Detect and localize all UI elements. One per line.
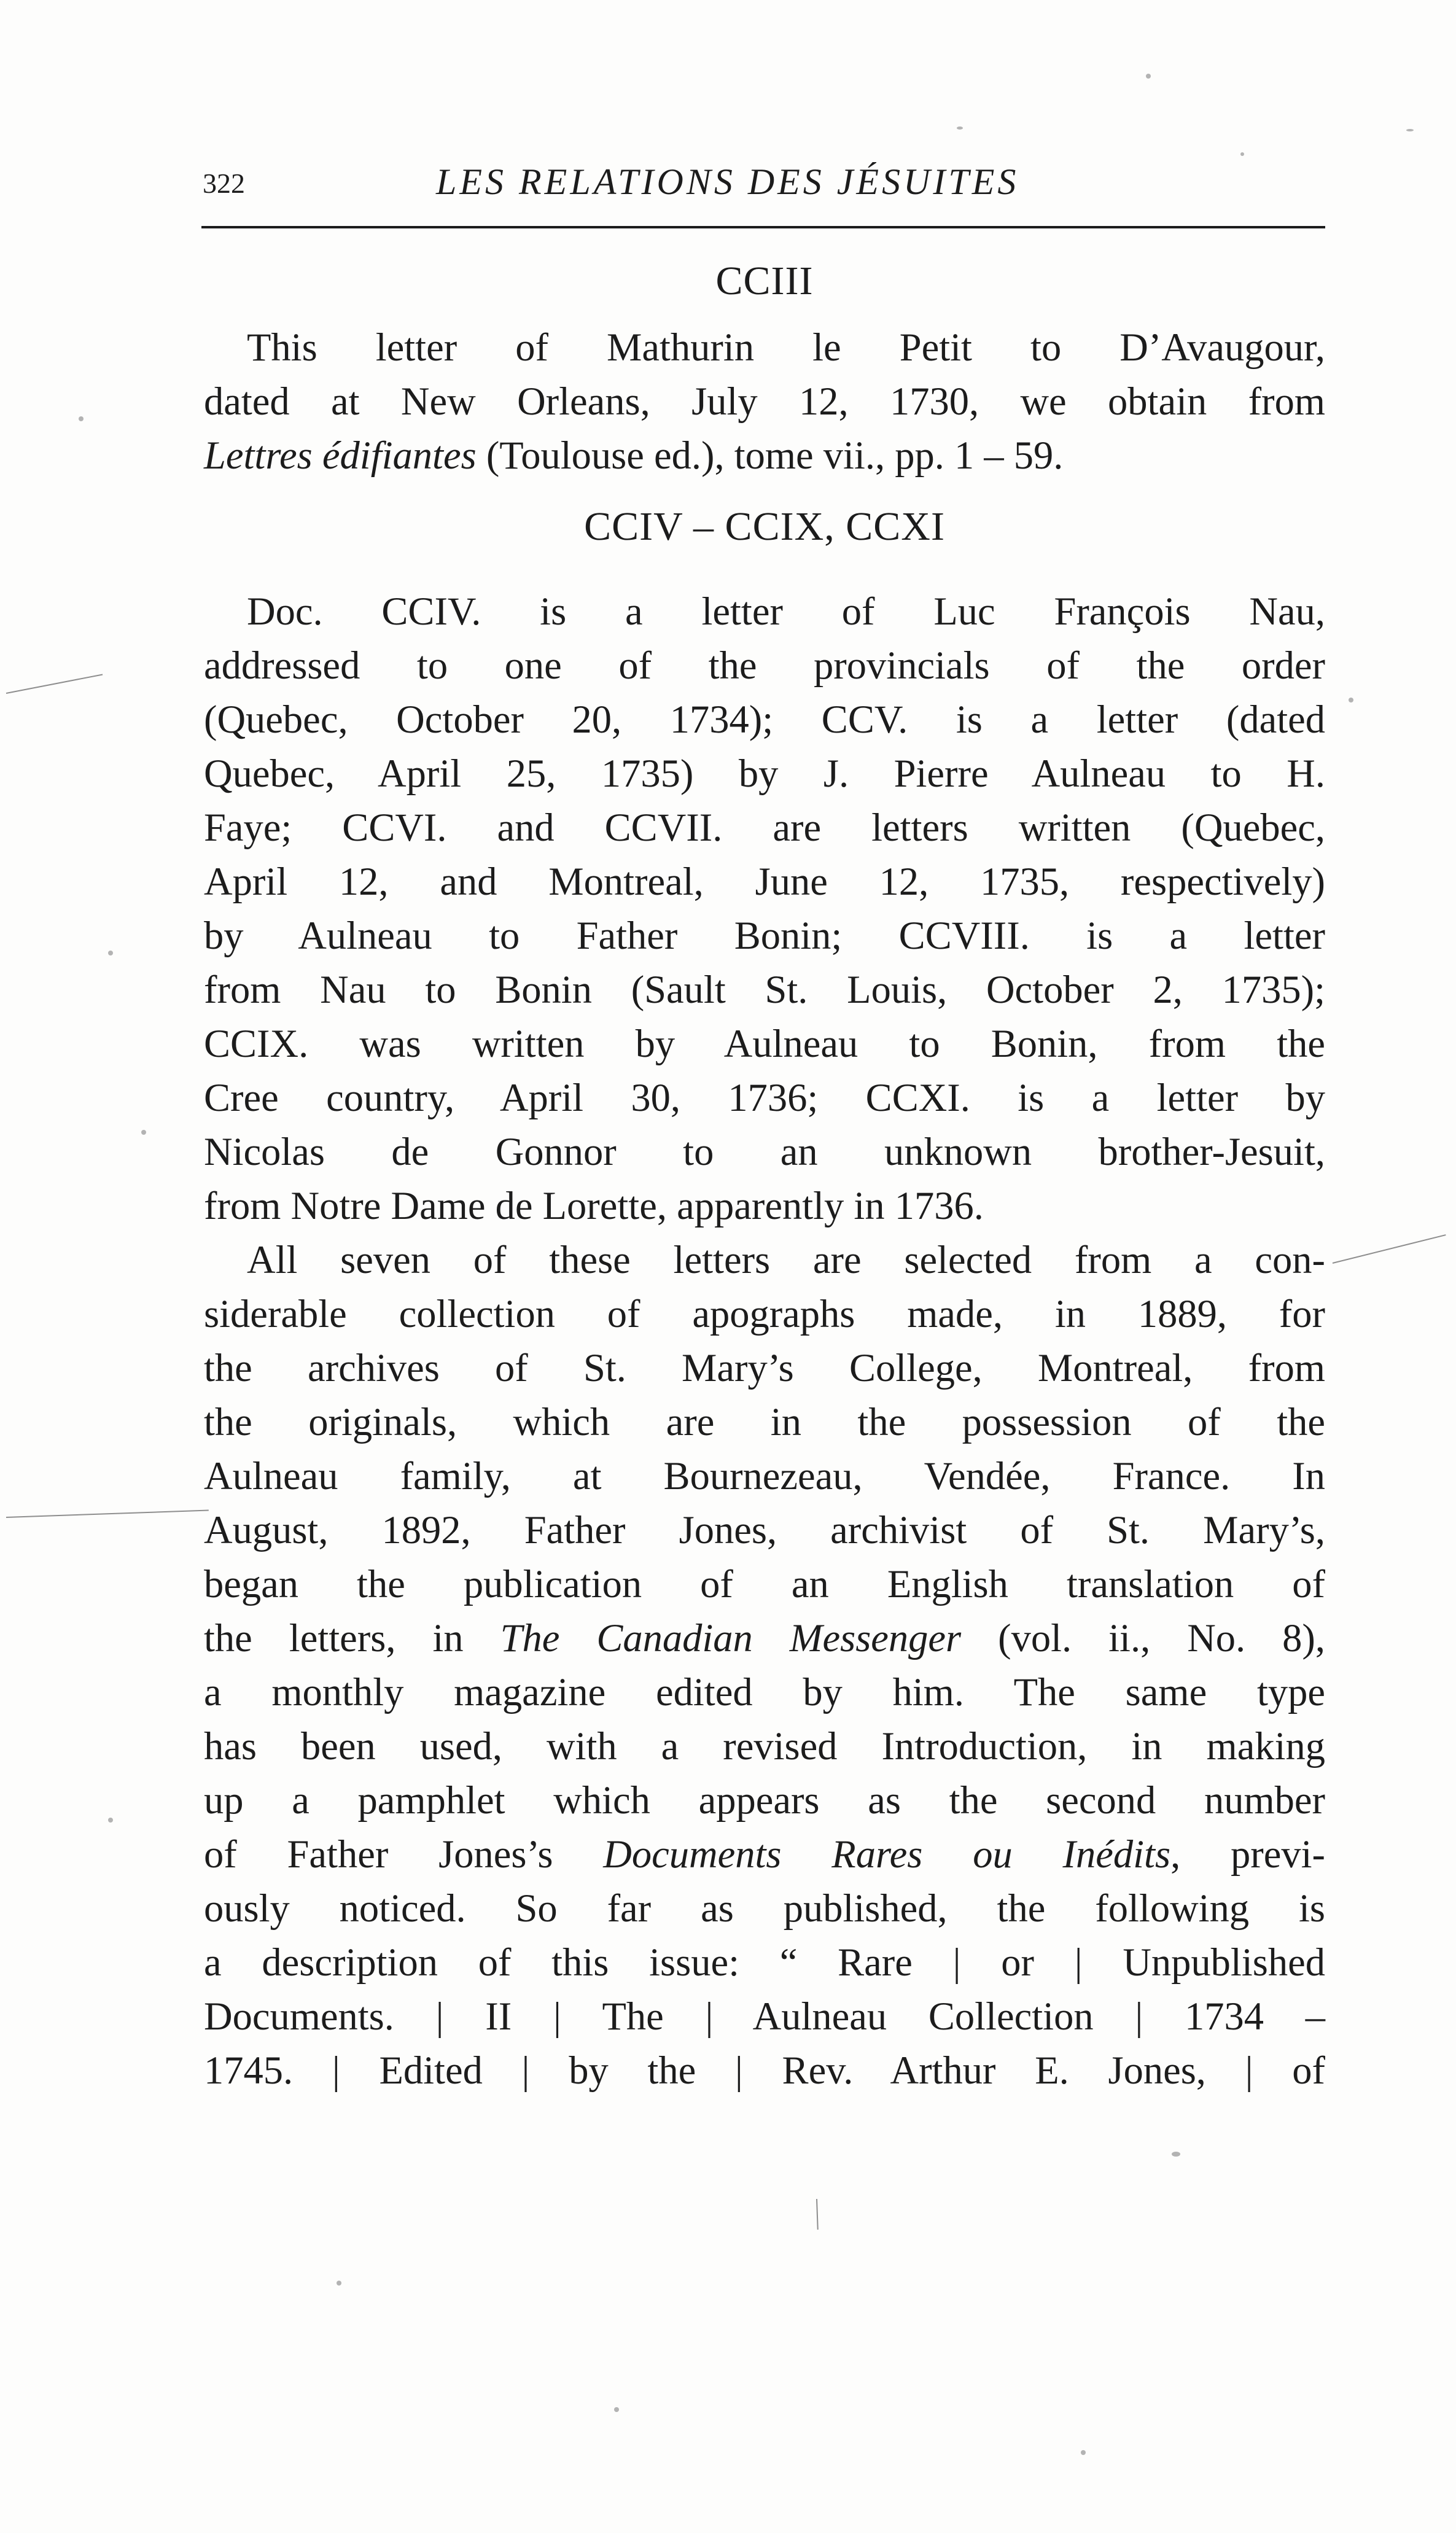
section-heading-cciii: CCIII <box>715 259 814 303</box>
text-line: Lettres édifiantes (Toulouse ed.), tome vii., pp. 1 – 59. <box>204 434 1064 477</box>
text-line: from Notre Dame de Lorette, apparently in 1736. <box>204 1184 984 1228</box>
scan-mark <box>1333 1234 1446 1264</box>
text-line: All seven of these letters are selected from a con- <box>247 1238 1325 1282</box>
text-line: has been used, with a revised Introduction, in making <box>204 1724 1325 1768</box>
dust-speck <box>141 1130 146 1135</box>
dust-speck <box>1406 129 1414 131</box>
text-line: Aulneau family, at Bournezeau, Vendée, France. In <box>204 1454 1325 1498</box>
scan-mark <box>6 1509 209 1518</box>
text-line: April 12, and Montreal, June 12, 1735, respectively) <box>204 860 1325 903</box>
text-line: a description of this issue: “ Rare | or | Unpublished <box>204 1940 1325 1984</box>
text-line: Doc. CCIV. is a letter of Luc François Nau, <box>247 589 1325 633</box>
dust-speck <box>614 2407 619 2412</box>
italic-title: The Canadian Messenger <box>500 1616 962 1660</box>
text-line: from Nau to Bonin (Sault St. Louis, October 2, 1735); <box>204 968 1325 1011</box>
header-rule <box>201 226 1325 228</box>
text-line: the letters, in The Canadian Messenger (vol. ii., No. 8), <box>204 1616 1325 1660</box>
dust-speck <box>957 126 963 130</box>
text-line: Nicolas de Gonnor to an unknown brother-Jesuit, <box>204 1130 1325 1173</box>
dust-speck <box>79 416 84 421</box>
text-line: of Father Jones’s Documents Rares ou Inédits, previ- <box>204 1832 1326 1876</box>
text-line: (Quebec, October 20, 1734); CCV. is a letter (dated <box>204 698 1325 741</box>
text-line: addressed to one of the provincials of the order <box>204 644 1325 687</box>
scan-mark <box>816 2199 819 2230</box>
text-line: a monthly magazine edited by him. The same type <box>204 1670 1325 1714</box>
dust-speck <box>1081 2450 1086 2455</box>
dust-speck <box>1240 152 1244 156</box>
running-title: LES RELATIONS DES JÉSUITES <box>436 161 1019 202</box>
dust-speck <box>108 951 113 955</box>
running-head <box>203 161 1326 210</box>
text-line: Quebec, April 25, 1735) by J. Pierre Aulneau to H. <box>204 752 1325 795</box>
text-line: the originals, which are in the possession of the <box>204 1400 1325 1444</box>
text-line: 1745. | Edited | by the | Rev. Arthur E. Jones, | of <box>204 2049 1325 2092</box>
scan-mark <box>6 674 103 693</box>
dust-speck <box>108 1818 113 1823</box>
text-line: by Aulneau to Father Bonin; CCVIII. is a letter <box>204 914 1325 957</box>
text-line: Cree country, April 30, 1736; CCXI. is a letter by <box>204 1076 1325 1119</box>
text-line: up a pamphlet which appears as the second number <box>204 1778 1325 1822</box>
text-line: Faye; CCVI. and CCVII. are letters written (Quebec, <box>204 806 1325 849</box>
section-heading-cciv-ccix: CCIV – CCIX, CCXI <box>584 504 945 549</box>
dust-speck <box>337 2281 341 2286</box>
text-line: This letter of Mathurin le Petit to D’Avaugour, <box>247 325 1325 369</box>
italic-title: Documents Rares ou Inédits <box>603 1832 1171 1876</box>
text-line: ously noticed. So far as published, the following is <box>204 1886 1325 1930</box>
dust-speck <box>1146 74 1151 79</box>
text-line: began the publication of an English translation of <box>204 1562 1325 1606</box>
text-line: the archives of St. Mary’s College, Montreal, from <box>204 1346 1325 1390</box>
dust-speck <box>1349 698 1353 702</box>
text-line: siderable collection of apographs made, in 1889, for <box>204 1292 1325 1336</box>
text-line: August, 1892, Father Jones, archivist of St. Mary’s, <box>204 1508 1325 1552</box>
italic-title: Lettres édifiantes <box>204 434 477 477</box>
text-line: Documents. | II | The | Aulneau Collection | 1734 – <box>204 1994 1325 2038</box>
dust-speck <box>1172 2152 1180 2157</box>
text-line: dated at New Orleans, July 12, 1730, we obtain from <box>204 379 1325 423</box>
page-number: 322 <box>203 168 245 199</box>
text-line: CCIX. was written by Aulneau to Bonin, from the <box>204 1022 1325 1065</box>
